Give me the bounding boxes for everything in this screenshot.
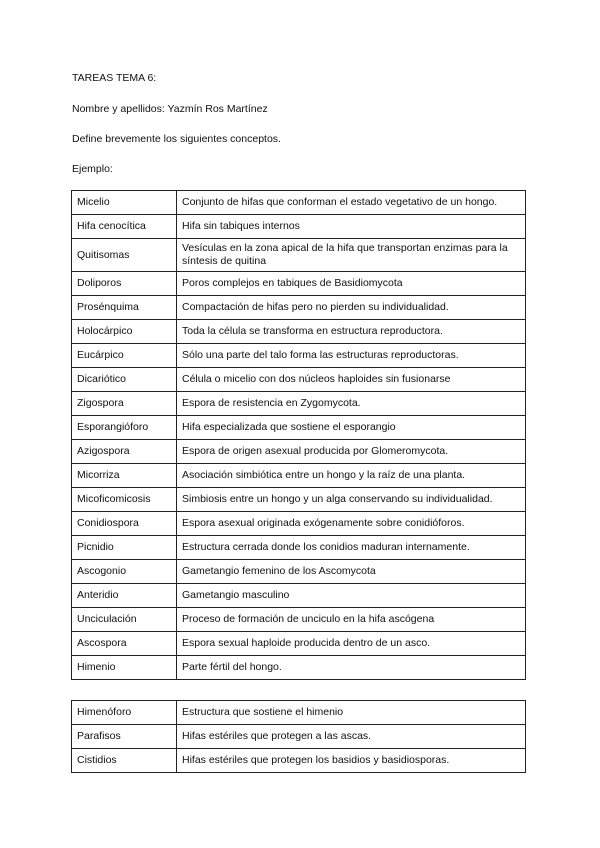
term-cell: Hifa cenocítica [72,215,177,239]
table-row [72,725,526,749]
term-cell: Micoficomicosis [72,488,177,512]
term-cell: Micelio [72,191,177,215]
definition-cell: Simbiosis entre un hongo y un alga conservando su individualidad. [177,488,526,512]
term-cell: Conidiospora [72,512,177,536]
table-row [72,296,526,320]
table-row [72,416,526,440]
definitions-table-1 [71,190,526,680]
term-cell: Himenóforo [72,701,177,725]
term-cell: Picnidio [72,536,177,560]
table-row [72,488,526,512]
definition-cell: Sólo una parte del talo forma las estructuras reproductoras. [177,344,526,368]
term-cell: Micorriza [72,464,177,488]
definition-cell: Proceso de formación de unciculo en la hifa ascógena [177,608,526,632]
definition-cell: Hifas estériles que protegen a las ascas. [177,725,526,749]
table-row [72,536,526,560]
table-row [72,239,526,272]
term-cell: Prosénquima [72,296,177,320]
term-cell: Doliporos [72,272,177,296]
term-cell: Himenio [72,656,177,680]
definition-cell: Hifa sin tabiques internos [177,215,526,239]
table-row [72,749,526,773]
table-row [72,464,526,488]
definitions-table-2 [71,700,526,773]
table-row [72,701,526,725]
table-row [72,632,526,656]
term-cell: Azigospora [72,440,177,464]
term-cell: Parafisos [72,725,177,749]
definition-cell: Espora sexual haploide producida dentro de un asco. [177,632,526,656]
term-cell: Ascogonio [72,560,177,584]
definition-cell: Asociación simbiótica entre un hongo y la raíz de una planta. [177,464,526,488]
definition-cell: Estructura que sostiene el himenio [177,701,526,725]
example-label: Ejemplo: [72,163,113,175]
table-row [72,215,526,239]
definition-cell: Estructura cerrada donde los conidios maduran internamente. [177,536,526,560]
table-row [72,656,526,680]
document-title: TAREAS TEMA 6: [72,72,157,84]
definition-cell: Gametangio masculino [177,584,526,608]
term-cell: Ascospora [72,632,177,656]
definition-cell: Poros complejos en tabiques de Basidiomycota [177,272,526,296]
term-cell: Eucárpico [72,344,177,368]
definition-cell: Conjunto de hifas que conforman el estado vegetativo de un hongo. [177,191,526,215]
table-row [72,368,526,392]
definition-cell: Toda la célula se transforma en estructura reproductora. [177,320,526,344]
table-row [72,440,526,464]
term-cell: Esporangióforo [72,416,177,440]
definition-cell: Gametangio femenino de los Ascomycota [177,560,526,584]
instruction-line: Define brevemente los siguientes conceptos. [72,133,281,145]
definition-cell: Hifas estériles que protegen los basidios y basidiosporas. [177,749,526,773]
table-row [72,272,526,296]
definition-cell: Espora de resistencia en Zygomycota. [177,392,526,416]
table-row [72,191,526,215]
term-cell: Unciculación [72,608,177,632]
table-row [72,344,526,368]
name-line: Nombre y apellidos: Yazmín Ros Martínez [72,103,268,115]
table-row [72,392,526,416]
term-cell: Quitisomas [72,239,177,272]
table-row [72,320,526,344]
definition-cell: Hifa especializada que sostiene el esporangio [177,416,526,440]
table-row [72,608,526,632]
table-row [72,584,526,608]
definition-cell: Célula o micelio con dos núcleos haploides sin fusionarse [177,368,526,392]
table-row [72,560,526,584]
term-cell: Holocárpico [72,320,177,344]
term-cell: Dicariótico [72,368,177,392]
table-row [72,512,526,536]
definition-cell: Compactación de hifas pero no pierden su individualidad. [177,296,526,320]
term-cell: Cistidios [72,749,177,773]
term-cell: Zigospora [72,392,177,416]
definition-cell: Espora de origen asexual producida por Glomeromycota. [177,440,526,464]
definition-cell: Espora asexual originada exógenamente sobre conidióforos. [177,512,526,536]
definition-cell: Vesículas en la zona apical de la hifa que transportan enzimas para la síntesis de quitina [177,239,526,272]
definition-cell: Parte fértil del hongo. [177,656,526,680]
term-cell: Anteridio [72,584,177,608]
